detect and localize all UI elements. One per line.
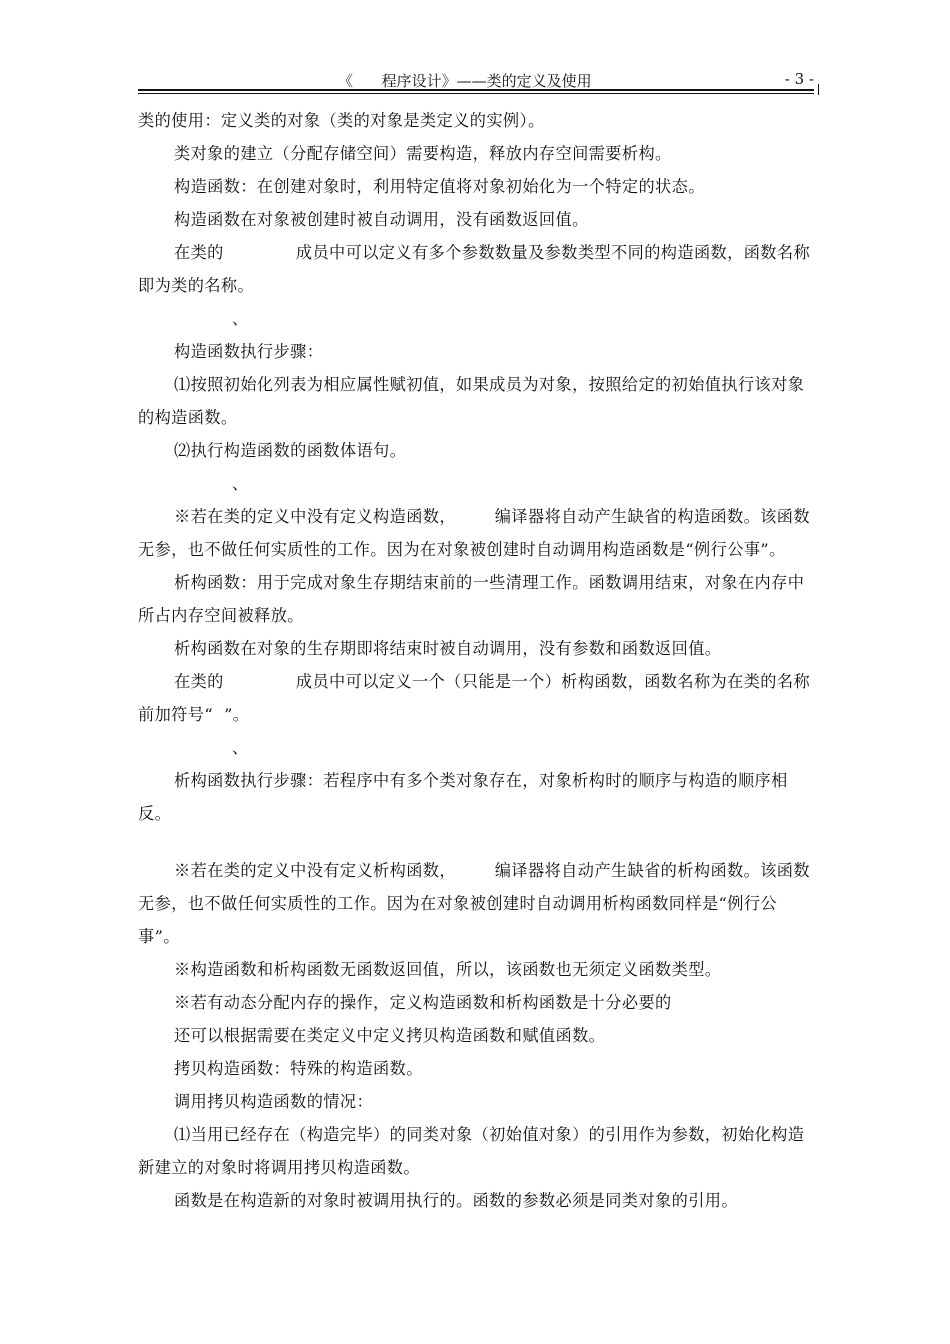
header-title: 《 程序设计》——类的定义及使用	[338, 72, 592, 90]
page-header	[138, 68, 814, 96]
paragraph: 构造函数执行步骤：	[174, 342, 324, 361]
paragraph: 构造函数在对象被创建时被自动调用，没有函数返回值。	[174, 210, 589, 229]
margin-mark	[818, 84, 819, 95]
paragraph-gap	[138, 830, 814, 854]
paragraph: 类的使用：定义类的对象（类的对象是类定义的实例）。	[138, 111, 545, 130]
paragraph: 析构函数：用于完成对象生存期结束前的一些清理工作。函数调用结束，对象在内存中所占内存空间被释放。	[138, 573, 805, 625]
header-rule-thick	[138, 89, 814, 91]
paragraph: ⑴当用已经存在（构造完毕）的同类对象（初始值对象）的引用作为参数，初始化构造新建立的对象时将调用拷贝构造函数。	[138, 1125, 805, 1177]
paragraph: 析构函数在对象的生存期即将结束时被自动调用，没有参数和函数返回值。	[174, 639, 722, 658]
paragraph: ※若在类的定义中没有定义构造函数， 编译器将自动产生缺省的构造函数。该函数无参，也不做任何实质性的工作。因为在对象被创建时自动调用构造函数是“例行公事”。	[138, 507, 810, 559]
stray-mark: 、	[232, 309, 249, 328]
paragraph: ※构造函数和析构函数无函数返回值，所以，该函数也无须定义函数类型。	[174, 960, 722, 979]
paragraph: 构造函数：在创建对象时，利用特定值将对象初始化为一个特定的状态。	[174, 177, 705, 196]
page-number: - 3 -	[784, 70, 814, 88]
paragraph: 调用拷贝构造函数的情况：	[174, 1092, 374, 1111]
stray-mark: 、	[232, 738, 249, 757]
paragraph: ⑴按照初始化列表为相应属性赋初值，如果成员为对象，按照给定的初始值执行该对象的构造函数。	[138, 375, 805, 427]
stray-mark: 、	[232, 474, 249, 493]
paragraph: ※若有动态分配内存的操作，定义构造函数和析构函数是十分必要的	[174, 993, 672, 1012]
document-body	[138, 104, 814, 1217]
paragraph: 类对象的建立（分配存储空间）需要构造，释放内存空间需要析构。	[174, 144, 672, 163]
paragraph: 析构函数执行步骤：若程序中有多个类对象存在，对象析构时的顺序与构造的顺序相反。	[138, 771, 788, 823]
paragraph: 函数是在构造新的对象时被调用执行的。函数的参数必须是同类对象的引用。	[174, 1191, 738, 1210]
paragraph: ※若在类的定义中没有定义析构函数， 编译器将自动产生缺省的析构函数。该函数无参，也不做任何实质性的工作。因为在对象被创建时自动调用析构函数同样是“例行公事”。	[138, 861, 810, 946]
paragraph: 还可以根据需要在类定义中定义拷贝构造函数和赋值函数。	[174, 1026, 606, 1045]
paragraph: 拷贝构造函数：特殊的构造函数。	[174, 1059, 423, 1078]
paragraph: 在类的 成员中可以定义有多个参数数量及参数类型不同的构造函数，函数名称即为类的名称。	[138, 243, 811, 295]
header-rule-thin	[138, 93, 814, 94]
paragraph: 在类的 成员中可以定义一个（只能是一个）析构函数，函数名称为在类的名称前加符号“ ”。	[138, 672, 811, 724]
paragraph: ⑵执行构造函数的函数体语句。	[174, 441, 407, 460]
